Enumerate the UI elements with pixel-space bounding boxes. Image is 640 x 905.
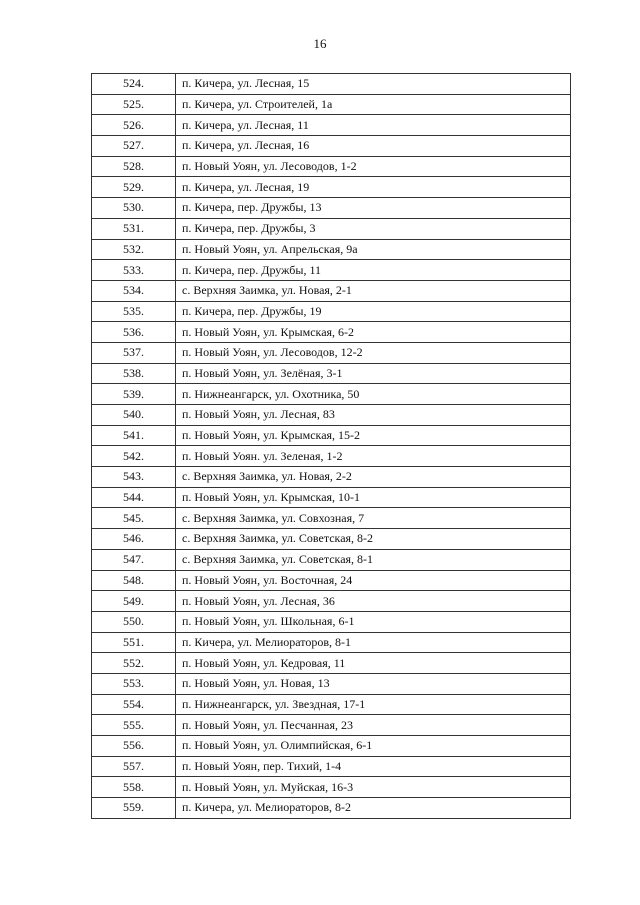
table-row bbox=[92, 694, 571, 715]
row-address: п. Кичера, ул. Лесная, 11 bbox=[176, 115, 571, 136]
table-row bbox=[92, 301, 571, 322]
row-number: 552. bbox=[92, 653, 176, 674]
row-number: 557. bbox=[92, 756, 176, 777]
row-number: 530. bbox=[92, 198, 176, 219]
table-row bbox=[92, 260, 571, 281]
table-row bbox=[92, 715, 571, 736]
table-row bbox=[92, 239, 571, 260]
table-row bbox=[92, 756, 571, 777]
table-row bbox=[92, 156, 571, 177]
row-number: 555. bbox=[92, 715, 176, 736]
row-number: 559. bbox=[92, 798, 176, 819]
row-number: 540. bbox=[92, 405, 176, 426]
row-address: с. Верхняя Заимка, ул. Советская, 8-2 bbox=[176, 529, 571, 550]
row-number: 526. bbox=[92, 115, 176, 136]
row-number: 543. bbox=[92, 467, 176, 488]
row-address: п. Нижнеангарск, ул. Охотника, 50 bbox=[176, 384, 571, 405]
row-number: 531. bbox=[92, 218, 176, 239]
page-number: 16 bbox=[313, 36, 327, 51]
table-row bbox=[92, 673, 571, 694]
table-row bbox=[92, 405, 571, 426]
row-address: п. Новый Уоян, ул. Крымская, 15-2 bbox=[176, 425, 571, 446]
row-address: п. Новый Уоян, ул. Лесоводов, 12-2 bbox=[176, 342, 571, 363]
row-number: 528. bbox=[92, 156, 176, 177]
row-number: 548. bbox=[92, 570, 176, 591]
row-number: 537. bbox=[92, 342, 176, 363]
row-address: п. Кичера, пер. Дружбы, 13 bbox=[176, 198, 571, 219]
row-number: 544. bbox=[92, 487, 176, 508]
table-row bbox=[92, 508, 571, 529]
row-address: п. Новый Уоян, ул. Зелёная, 3-1 bbox=[176, 363, 571, 384]
table-row bbox=[92, 736, 571, 757]
row-number: 536. bbox=[92, 322, 176, 343]
row-address: п. Нижнеангарск, ул. Звездная, 17-1 bbox=[176, 694, 571, 715]
row-number: 547. bbox=[92, 549, 176, 570]
row-address: п. Новый Уоян, ул. Лесная, 83 bbox=[176, 405, 571, 426]
table-row bbox=[92, 467, 571, 488]
table-row bbox=[92, 798, 571, 819]
row-number: 535. bbox=[92, 301, 176, 322]
table-row bbox=[92, 632, 571, 653]
row-number: 525. bbox=[92, 94, 176, 115]
row-number: 549. bbox=[92, 591, 176, 612]
row-number: 550. bbox=[92, 611, 176, 632]
table-row bbox=[92, 177, 571, 198]
row-address: п. Кичера, пер. Дружбы, 19 bbox=[176, 301, 571, 322]
row-address: п. Кичера, ул. Мелиораторов, 8-2 bbox=[176, 798, 571, 819]
table-row bbox=[92, 74, 571, 95]
row-address: п. Новый Уоян, ул. Новая, 13 bbox=[176, 673, 571, 694]
row-number: 551. bbox=[92, 632, 176, 653]
table-row bbox=[92, 280, 571, 301]
row-number: 529. bbox=[92, 177, 176, 198]
row-number: 541. bbox=[92, 425, 176, 446]
row-number: 539. bbox=[92, 384, 176, 405]
table-row bbox=[92, 570, 571, 591]
row-number: 554. bbox=[92, 694, 176, 715]
table-row bbox=[92, 487, 571, 508]
table-row bbox=[92, 777, 571, 798]
row-number: 556. bbox=[92, 736, 176, 757]
table-row bbox=[92, 446, 571, 467]
table-row bbox=[92, 591, 571, 612]
row-number: 538. bbox=[92, 363, 176, 384]
row-number: 558. bbox=[92, 777, 176, 798]
table-row bbox=[92, 342, 571, 363]
row-address: п. Новый Уоян, ул. Кедровая, 11 bbox=[176, 653, 571, 674]
address-table-body bbox=[92, 74, 571, 819]
row-address: п. Новый Уоян, ул. Муйская, 16-3 bbox=[176, 777, 571, 798]
row-address: п. Новый Уоян, ул. Лесная, 36 bbox=[176, 591, 571, 612]
row-address: с. Верхняя Заимка, ул. Новая, 2-1 bbox=[176, 280, 571, 301]
row-address: п. Новый Уоян, ул. Лесоводов, 1-2 bbox=[176, 156, 571, 177]
row-address: п. Кичера, ул. Строителей, 1а bbox=[176, 94, 571, 115]
table-row bbox=[92, 425, 571, 446]
address-table bbox=[91, 73, 571, 819]
row-number: 532. bbox=[92, 239, 176, 260]
table-row bbox=[92, 653, 571, 674]
row-address: с. Верхняя Заимка, ул. Совхозная, 7 bbox=[176, 508, 571, 529]
row-address: п. Новый Уоян, пер. Тихий, 1-4 bbox=[176, 756, 571, 777]
table-row bbox=[92, 384, 571, 405]
row-address: п. Новый Уоян, ул. Крымская, 6-2 bbox=[176, 322, 571, 343]
row-number: 546. bbox=[92, 529, 176, 550]
row-address: п. Кичера, ул. Лесная, 16 bbox=[176, 136, 571, 157]
row-address: п. Новый Уоян, ул. Школьная, 6-1 bbox=[176, 611, 571, 632]
table-row bbox=[92, 322, 571, 343]
table-row bbox=[92, 198, 571, 219]
row-address: п. Кичера, ул. Лесная, 19 bbox=[176, 177, 571, 198]
table-row bbox=[92, 218, 571, 239]
row-number: 553. bbox=[92, 673, 176, 694]
row-number: 545. bbox=[92, 508, 176, 529]
row-address: п. Новый Уоян, ул. Восточная, 24 bbox=[176, 570, 571, 591]
row-address: п. Кичера, пер. Дружбы, 11 bbox=[176, 260, 571, 281]
row-address: п. Кичера, ул. Мелиораторов, 8-1 bbox=[176, 632, 571, 653]
row-address: с. Верхняя Заимка, ул. Новая, 2-2 bbox=[176, 467, 571, 488]
table-row bbox=[92, 611, 571, 632]
row-number: 524. bbox=[92, 74, 176, 95]
row-address: с. Верхняя Заимка, ул. Советская, 8-1 bbox=[176, 549, 571, 570]
row-address: п. Новый Уоян, ул. Песчанная, 23 bbox=[176, 715, 571, 736]
row-number: 527. bbox=[92, 136, 176, 157]
row-number: 542. bbox=[92, 446, 176, 467]
row-address: п. Новый Уоян, ул. Олимпийская, 6-1 bbox=[176, 736, 571, 757]
row-address: п. Новый Уоян, ул. Апрельская, 9а bbox=[176, 239, 571, 260]
table-row bbox=[92, 115, 571, 136]
table-row bbox=[92, 363, 571, 384]
row-number: 533. bbox=[92, 260, 176, 281]
table-row bbox=[92, 94, 571, 115]
table-row bbox=[92, 136, 571, 157]
table-row bbox=[92, 549, 571, 570]
row-address: п. Кичера, ул. Лесная, 15 bbox=[176, 74, 571, 95]
row-number: 534. bbox=[92, 280, 176, 301]
table-row bbox=[92, 529, 571, 550]
row-address: п. Кичера, пер. Дружбы, 3 bbox=[176, 218, 571, 239]
row-address: п. Новый Уоян, ул. Крымская, 10-1 bbox=[176, 487, 571, 508]
row-address: п. Новый Уоян. ул. Зеленая, 1-2 bbox=[176, 446, 571, 467]
